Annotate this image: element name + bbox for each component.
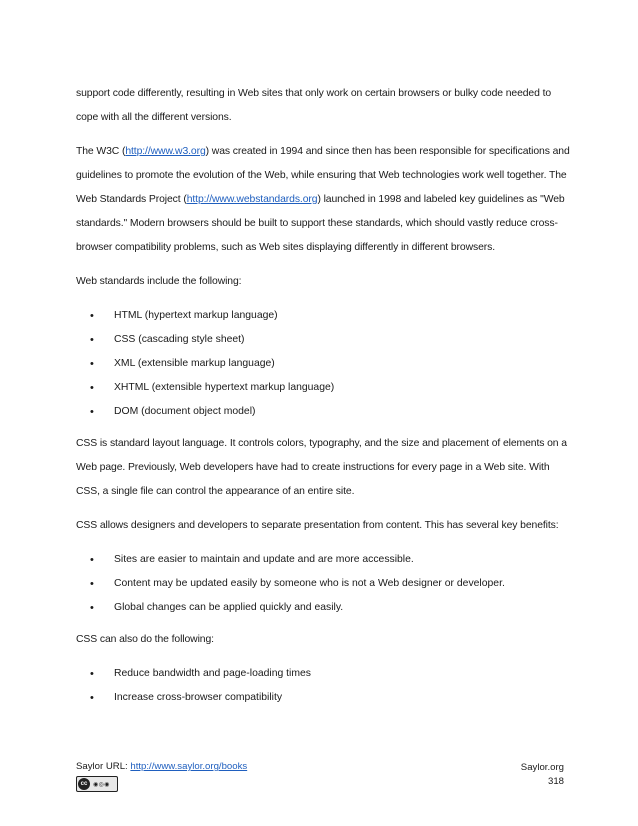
list-item-text: Sites are easier to maintain and update and are more accessible. — [114, 554, 414, 565]
css-capabilities-list — [76, 662, 570, 710]
list-item — [76, 304, 570, 328]
paragraph-text: ) was created in 1994 and since then has been responsible for specifications and guidelines to promote the evolution of the Web, while ensuring that Web technologies work well together. The Web Standards Project ( — [76, 146, 570, 205]
list-item-text: Increase cross-browser compatibility — [114, 692, 283, 703]
bullet: • — [90, 382, 94, 394]
paragraph: CSS can also do the following: — [76, 634, 214, 645]
bullet: • — [90, 602, 94, 614]
bullet: • — [90, 310, 94, 322]
list-item-text: Global changes can be applied quickly and easily. — [114, 602, 344, 613]
paragraph-text: ) launched in 1998 and labeled key guidelines as "Web standards." Modern browsers should be built to support these standards, which should vastly reduce cross-browser compatibility problems, such as Web sites displaying differently in different browsers. — [76, 194, 565, 253]
css-benefits-list — [76, 548, 570, 620]
list-item-text: CSS (cascading style sheet) — [114, 334, 245, 345]
paragraph: CSS allows designers and developers to separate presentation from content. This has several key benefits: — [76, 520, 559, 531]
cc-icon: cc — [78, 778, 90, 790]
list-item — [76, 686, 570, 710]
list-item — [76, 548, 570, 572]
list-item — [76, 572, 570, 596]
footer-site-name: Saylor.org — [520, 762, 564, 773]
page-number: 318 — [547, 776, 564, 787]
paragraph: CSS is standard layout language. It controls colors, typography, and the size and placement of elements on a Web page. Previously, Web developers have had to create instructions for every page in a Web site. With CSS, a single file can control the appearance of an entire site. — [76, 438, 567, 497]
paragraph: support code differently, resulting in Web sites that only work on certain browsers or bulky code needed to cope with all the different versions. — [76, 88, 552, 123]
paragraph: Web standards include the following: — [76, 276, 242, 287]
webstandards-link[interactable]: http://www.webstandards.org — [186, 194, 318, 205]
bullet: • — [90, 692, 94, 704]
paragraph-text: The W3C ( — [76, 146, 126, 157]
list-item-text: Reduce bandwidth and page-loading times — [114, 668, 311, 679]
paragraph — [76, 140, 570, 260]
license-badge-art: ◉◎◉ — [93, 781, 110, 788]
bullet: • — [90, 334, 94, 346]
list-item — [76, 328, 570, 352]
list-item — [76, 400, 570, 424]
list-item-text: DOM (document object model) — [114, 406, 256, 417]
saylor-books-link[interactable]: http://www.saylor.org/books — [130, 761, 248, 772]
bullet: • — [90, 554, 94, 566]
page-content — [76, 82, 570, 718]
list-item — [76, 662, 570, 686]
w3c-link[interactable]: http://www.w3.org — [125, 146, 206, 157]
footer-url-label: Saylor URL: — [76, 761, 131, 772]
bullet: • — [90, 358, 94, 370]
bullet: • — [90, 406, 94, 418]
list-item — [76, 376, 570, 400]
list-item — [76, 352, 570, 376]
list-item-text: Content may be updated easily by someone who is not a Web designer or developer. — [114, 578, 505, 589]
list-item — [76, 596, 570, 620]
list-item-text: XHTML (extensible hypertext markup language) — [114, 382, 335, 393]
bullet: • — [90, 668, 94, 680]
list-item-text: XML (extensible markup language) — [114, 358, 275, 369]
bullet: • — [90, 578, 94, 590]
web-standards-list — [76, 304, 570, 424]
footer-source — [76, 761, 247, 772]
footer-site-info — [521, 761, 564, 789]
creative-commons-license-icon — [76, 776, 118, 792]
list-item-text: HTML (hypertext markup language) — [114, 310, 278, 321]
